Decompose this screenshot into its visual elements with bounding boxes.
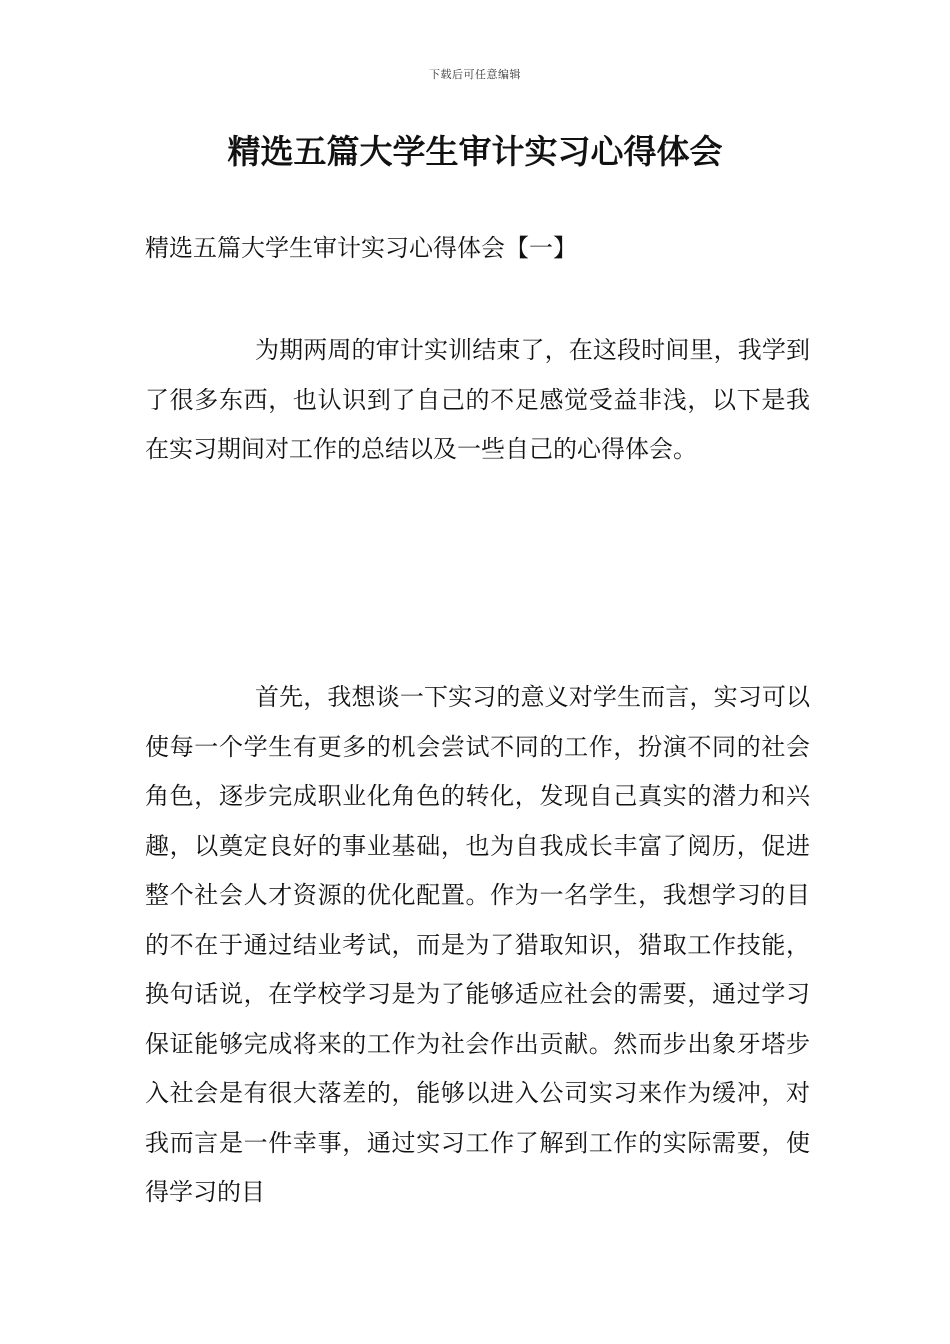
document-title: 精选五篇大学生审计实习心得体会 — [227, 132, 723, 171]
section-heading: 精选五篇大学生审计实习心得体会【一】 — [145, 234, 577, 262]
paragraph-1: 为期两周的审计实训结束了，在这段时间里，我学到了很多东西，也认识到了自己的不足感觉受益非浅，以下是我在实习期间对工作的总结以及一些自己的心得体会。 — [145, 336, 810, 463]
paragraph-2: 首先，我想谈一下实习的意义对学生而言，实习可以使每一个学生有更多的机会尝试不同的工作，扮演不同的社会角色，逐步完成职业化角色的转化，发现自己真实的潜力和兴趣，以奠定良好的事业基础，也为自我成长丰富了阅历，促进整个社会人才资源的优化配置。作为一名学生，我想学习的目的不在于通过结业考试，而是为了猎取知识，猎取工作技能，换句话说，在学校学习是为了能够适应社会的需要，通过学习保证能够完成将来的工作为社会作出贡献。然而步出象牙塔步入社会是有很大落差的，能够以进入公司实习来作为缓冲，对我而言是一件幸事，通过实习工作了解到工作的实际需要，使得学习的目 — [145, 683, 810, 1206]
header-note: 下载后可任意编辑 — [429, 68, 521, 81]
